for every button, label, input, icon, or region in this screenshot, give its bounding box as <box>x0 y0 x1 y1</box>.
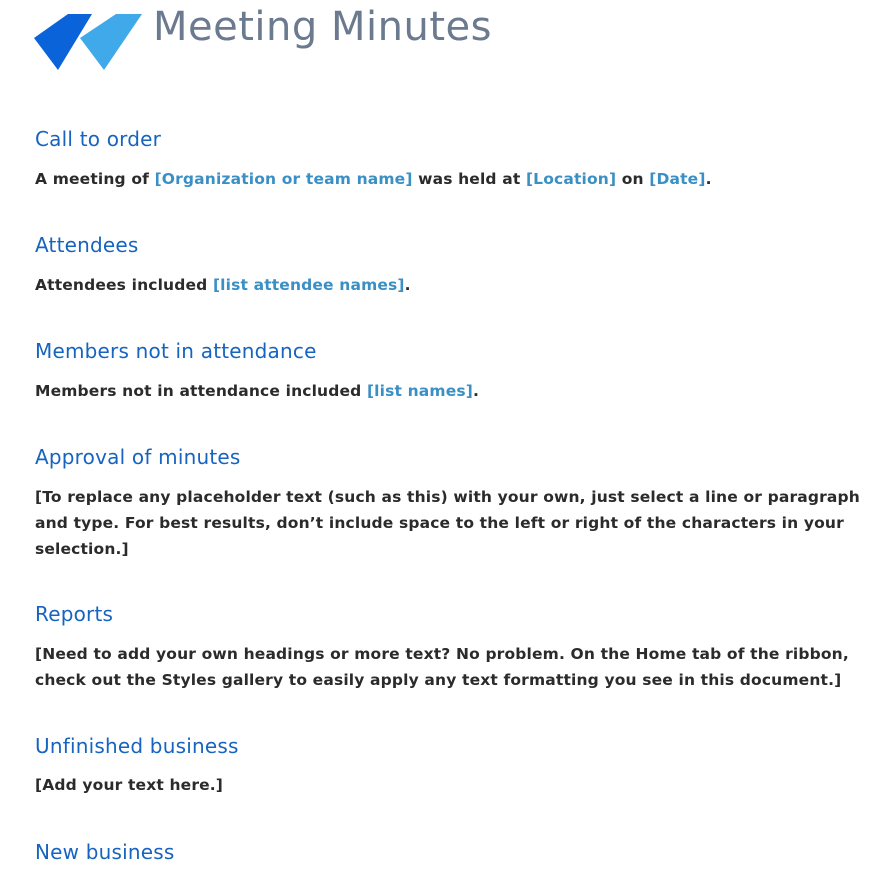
paragraph-call-to-order <box>35 166 885 192</box>
paragraph-approval-of-minutes[interactable]: [To replace any placeholder text (such as this) with your own, just select a line or paragraph and type. For best results, don’t include space to the left or right of the characters in your selection.] <box>35 488 860 558</box>
section-members-not-in-attendance <box>35 336 885 442</box>
document-body <box>35 124 885 867</box>
document-header <box>0 0 893 80</box>
paragraph-reports[interactable]: [Need to add your own headings or more text? No problem. On the Home tab of the ribbon, check out the Styles gallery to easily apply any text formatting you see in this document.] <box>35 645 849 689</box>
text-segment: A meeting of <box>35 170 155 188</box>
placeholder-organization[interactable]: [Organization or team name] <box>154 170 413 188</box>
text-segment: . <box>705 170 712 188</box>
logo-chevron-icon <box>34 10 146 72</box>
section-call-to-order <box>35 124 885 230</box>
section-approval-of-minutes <box>35 442 885 599</box>
heading-approval-of-minutes: Approval of minutes <box>35 445 241 469</box>
text-segment: Members not in attendance included <box>35 382 367 400</box>
placeholder-attendee-names[interactable]: [list attendee names] <box>212 276 405 294</box>
text-segment: Attendees included <box>35 276 213 294</box>
text-segment: on <box>616 170 650 188</box>
paragraph-unfinished-business[interactable]: [Add your text here.] <box>35 776 224 794</box>
placeholder-location[interactable]: [Location] <box>525 170 617 188</box>
heading-members-not-in-attendance: Members not in attendance <box>35 339 317 363</box>
heading-new-business: New business <box>35 840 175 864</box>
heading-unfinished-business: Unfinished business <box>35 734 239 758</box>
placeholder-date[interactable]: [Date] <box>649 170 706 188</box>
heading-attendees: Attendees <box>35 233 139 257</box>
paragraph-members-not-in-attendance <box>35 378 885 404</box>
placeholder-list-names[interactable]: [list names] <box>366 382 473 400</box>
section-reports <box>35 599 885 731</box>
heading-call-to-order: Call to order <box>35 127 162 151</box>
text-segment: . <box>472 382 480 400</box>
section-unfinished-business <box>35 731 885 837</box>
heading-reports: Reports <box>35 602 114 626</box>
section-new-business <box>35 837 885 867</box>
section-attendees <box>35 230 885 336</box>
paragraph-attendees <box>35 272 885 298</box>
text-segment: . <box>404 276 411 294</box>
page-title: Meeting Minutes <box>153 4 492 50</box>
text-segment: was held at <box>412 170 526 188</box>
